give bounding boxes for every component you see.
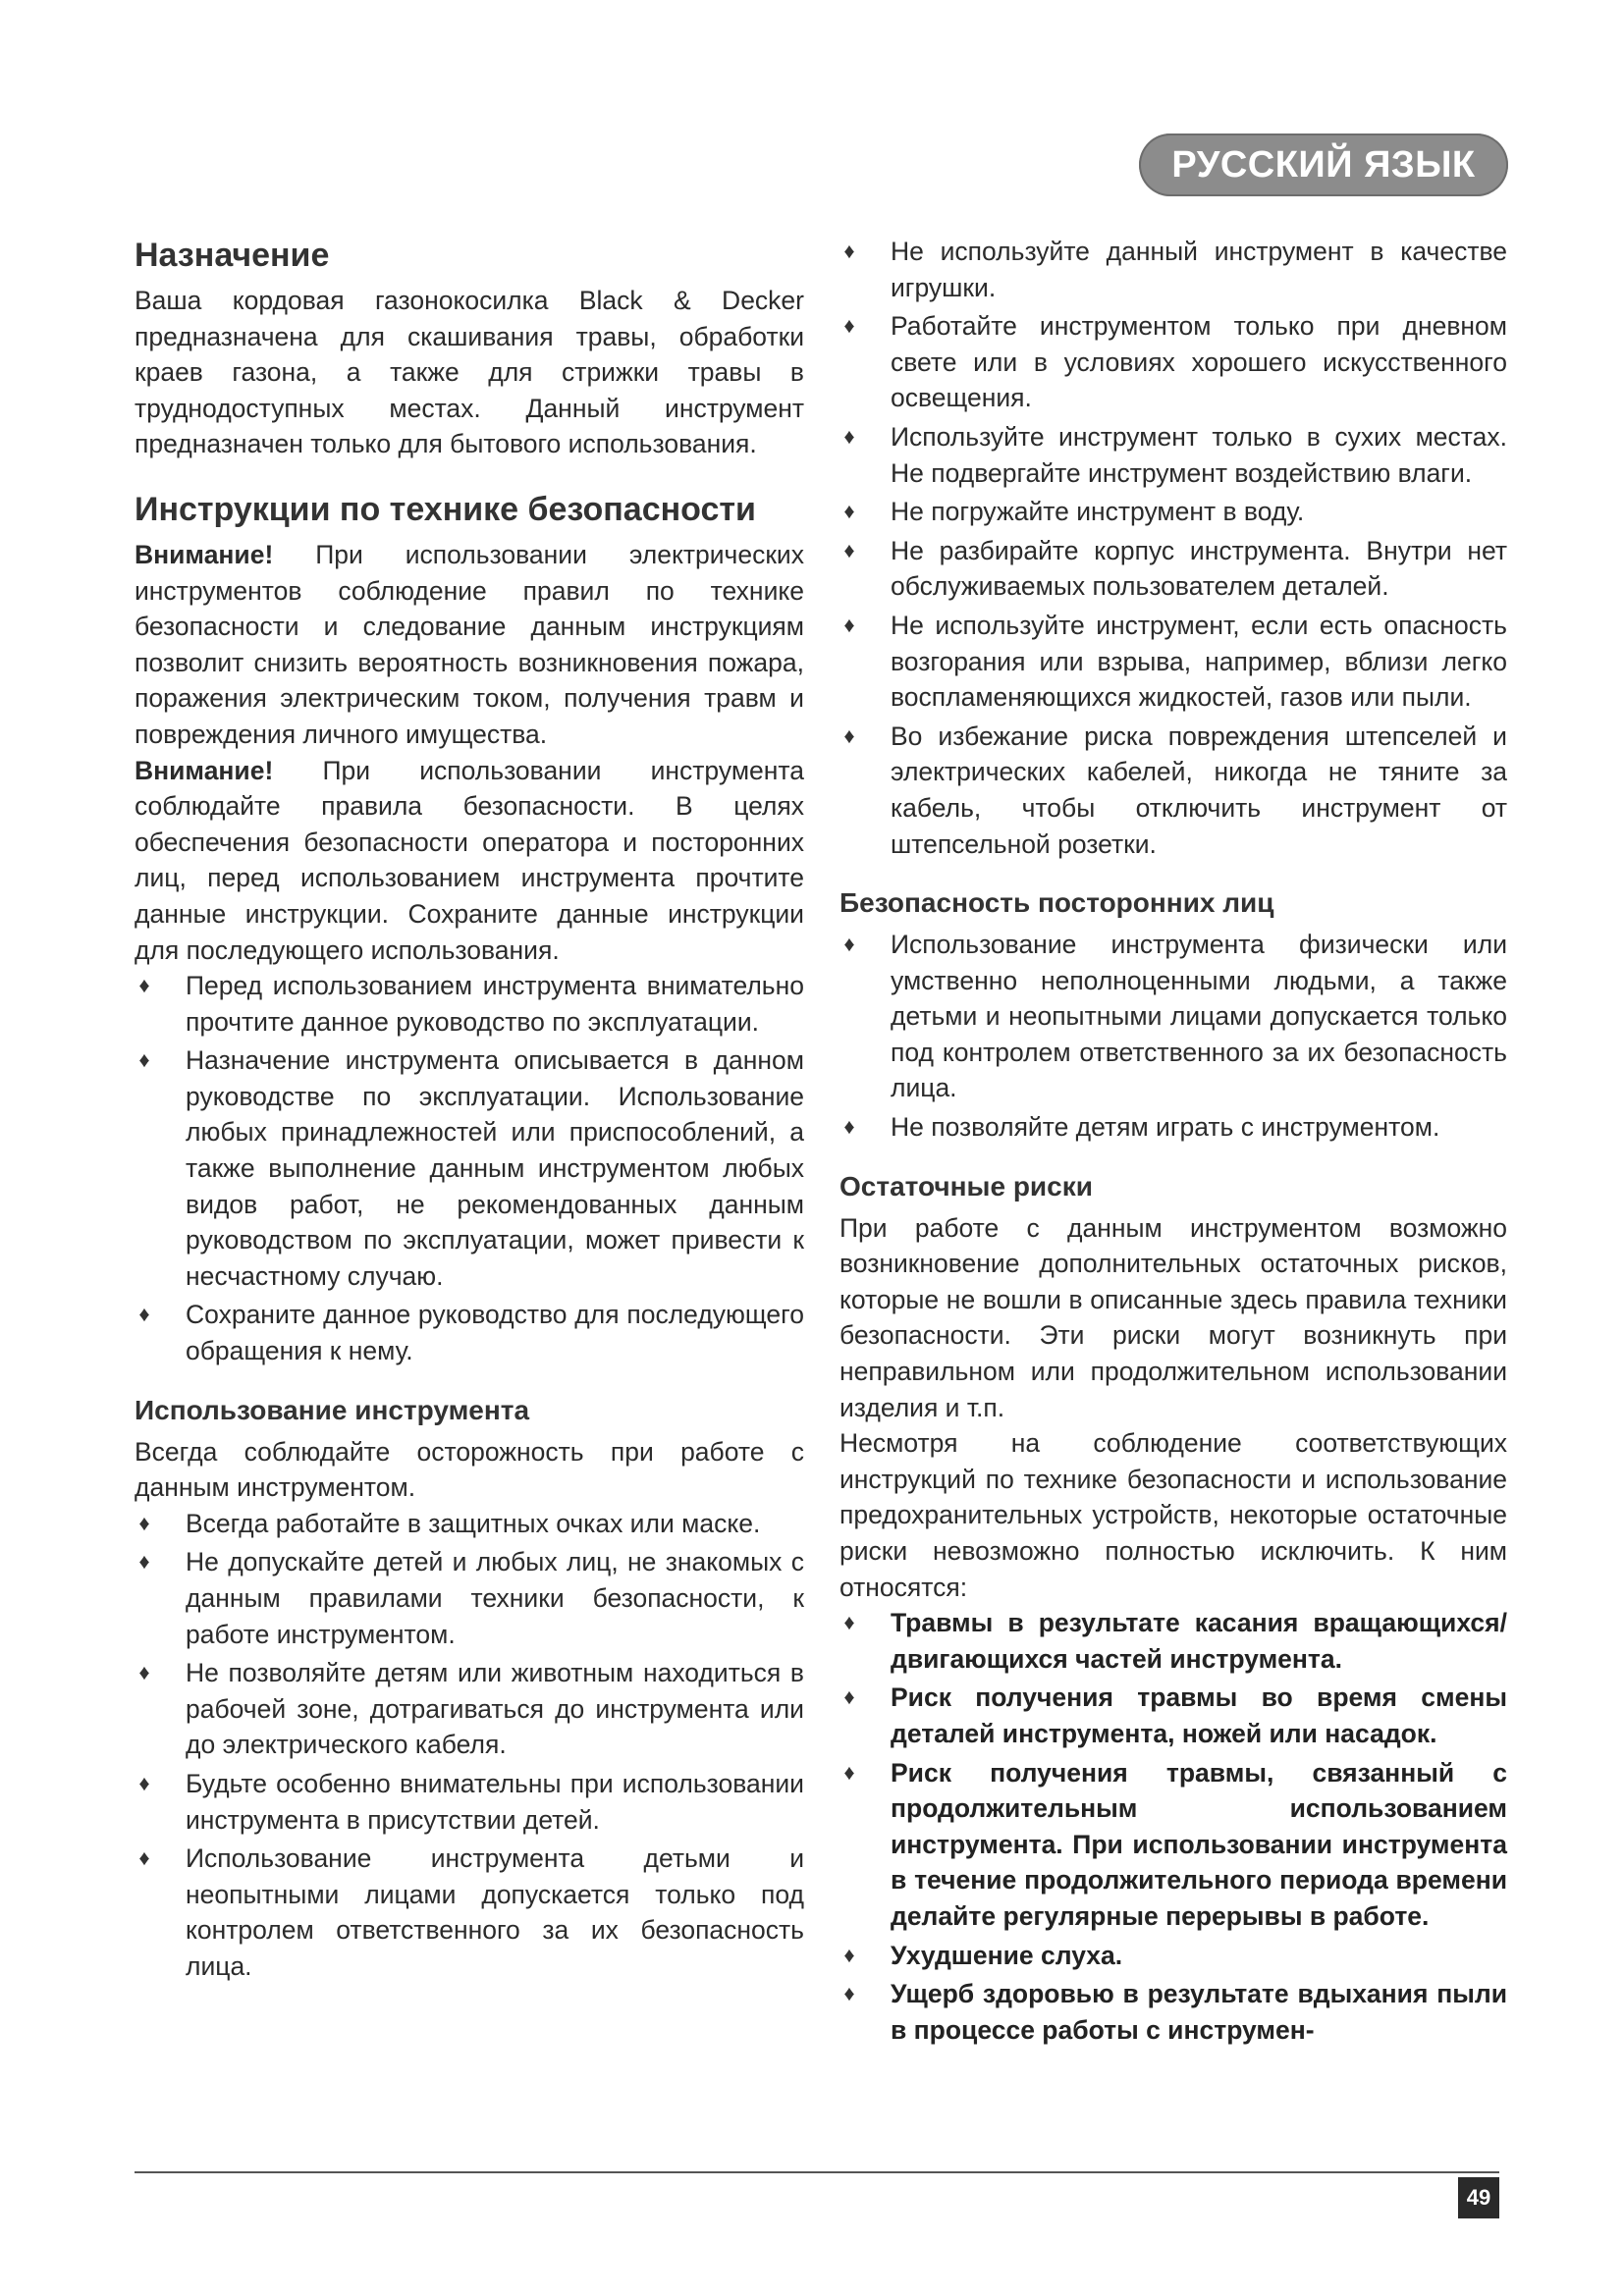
diamond-bullet-icon: ♦ xyxy=(843,612,855,637)
diamond-bullet-icon: ♦ xyxy=(843,537,855,562)
warning-label: Внимание! xyxy=(135,755,274,785)
diamond-bullet-icon: ♦ xyxy=(843,1942,855,1967)
safety-title: Инструкции по технике безопасности xyxy=(135,490,756,528)
list-item: ♦ Используйте инструмент только в сухих местах. Не подвергайте инструмент воздействию влаги. xyxy=(839,419,1507,491)
diamond-bullet-icon: ♦ xyxy=(843,1114,855,1140)
list-item: ♦ Всегда работайте в защитных очках или маске. xyxy=(135,1506,804,1542)
diamond-bullet-icon: ♦ xyxy=(843,722,855,748)
usage-title: Использование инструмента xyxy=(135,1394,530,1425)
diamond-bullet-icon: ♦ xyxy=(138,1770,150,1795)
page-number: 49 xyxy=(1458,2177,1499,2218)
list-item: ♦ Не разбирайте корпус инструмента. Внутри нет обслуживаемых пользователем деталей. xyxy=(839,533,1507,605)
diamond-bullet-icon: ♦ xyxy=(843,1759,855,1785)
language-tab: РУССКИЙ ЯЗЫК xyxy=(1139,133,1508,196)
purpose-text: Ваша кордовая газонокосилка Black & Decker предназначена для скашивания травы, обработки краев газона, а также для стрижки травы в труднодоступных местах. Данный инструмент предназначен только для бытового использования. xyxy=(135,286,804,459)
list-item: ♦ Использование инструмента детьми и неопытными лицами допускается только под контролем ответственного за их безопасность лица. xyxy=(135,1841,804,1984)
list-item: ♦ Травмы в результате касания вращающихся/двигающихся частей инструмента. xyxy=(839,1605,1507,1677)
list-item: ♦ Ущерб здоровью в результате вдыхания пыли в процессе работы с инструмен- xyxy=(839,1976,1507,2048)
warning-paragraph-2 xyxy=(135,753,804,969)
footer-divider xyxy=(135,2171,1499,2173)
usage-bullet-list xyxy=(135,1506,804,1985)
warning-label: Внимание! xyxy=(135,539,274,569)
list-item: ♦ Будьте особенно внимательны при использовании инструмента в присутствии детей. xyxy=(135,1766,804,1838)
diamond-bullet-icon: ♦ xyxy=(843,1684,855,1710)
diamond-bullet-icon: ♦ xyxy=(138,1047,150,1073)
usage-text: Всегда соблюдайте осторожность при работе с данным инструментом. xyxy=(135,1436,804,1503)
residual-text-1: При работе с данным инструментом возможно возникновение дополнительных остаточных рисков, которые не вошли в описанные здесь правила техники безопасности. Эти риски могут возникнуть при неправильном или продолжительном использовании изделия и т.п. xyxy=(839,1212,1507,1422)
left-column xyxy=(135,234,804,1988)
list-item: ♦ Перед использованием инструмента внимательно прочтите данное руководство по эксплуатации. xyxy=(135,968,804,1040)
list-item: ♦ Использование инструмента физически или умственно неполноценными людьми, а также детьми и неопытными лицами допускается только под контролем ответственного за их безопасность лица. xyxy=(839,927,1507,1106)
list-item: ♦ Не позволяйте детям или животным находиться в рабочей зоне, дотрагиваться до инструмента или до электрического кабеля. xyxy=(135,1655,804,1763)
diamond-bullet-icon: ♦ xyxy=(138,1302,150,1327)
list-item: ♦ Риск получения травмы, связанный с продолжительным использованием инструмента. При использовании инструмента в течение продолжительного периода времени делайте регулярные перерывы в работе. xyxy=(839,1755,1507,1935)
diamond-bullet-icon: ♦ xyxy=(138,1510,150,1535)
diamond-bullet-icon: ♦ xyxy=(138,973,150,998)
list-item: ♦ Не используйте инструмент, если есть опасность возгорания или взрыва, например, вблизи легко воспламеняющихся жидкостей, газов или пыли. xyxy=(839,608,1507,716)
diamond-bullet-icon: ♦ xyxy=(138,1845,150,1871)
diamond-bullet-icon: ♦ xyxy=(843,313,855,339)
diamond-bullet-icon: ♦ xyxy=(843,499,855,524)
residual-title: Остаточные риски xyxy=(839,1170,1093,1201)
purpose-title: Назначение xyxy=(135,237,330,274)
diamond-bullet-icon: ♦ xyxy=(138,1549,150,1575)
bystander-bullet-list xyxy=(839,927,1507,1146)
residual-text-2: Несмотря на соблюдение соответствующих инструкций по технике безопасности и использование предохранительных устройств, некоторые остаточные риски невозможно полностью исключить. К ним относятся: xyxy=(839,1428,1507,1602)
list-item: ♦ Не позволяйте детям играть с инструментом. xyxy=(839,1109,1507,1146)
warning-text: При использовании инструмента соблюдайте правила безопасности. В целях обеспечения безопасности оператора и посторонних лиц, перед использованием инструмента прочтите данные инструкции. Сохраните данные инструкции для последующего использования. xyxy=(135,755,804,965)
list-item: ♦ Ухудшение слуха. xyxy=(839,1938,1507,1974)
list-item: ♦ Во избежание риска повреждения штепселей и электрических кабелей, никогда не тяните за кабель, чтобы отключить инструмент от штепсельной розетки. xyxy=(839,719,1507,862)
list-item: ♦ Риск получения травмы во время смены деталей инструмента, ножей или насадок. xyxy=(839,1680,1507,1751)
warning-paragraph-1 xyxy=(135,537,804,753)
safety-bullet-list xyxy=(135,968,804,1369)
diamond-bullet-icon: ♦ xyxy=(843,239,855,263)
diamond-bullet-icon: ♦ xyxy=(843,1981,855,2006)
list-item: ♦ Назначение инструмента описывается в данном руководстве по эксплуатации. Использование любых принадлежностей или приспособлений, а также выполнение данным инструментом любых видов работ, не рекомендованных данным руководством по эксплуатации, может привести к несчастному случаю. xyxy=(135,1042,804,1294)
usage-bullet-list-continued xyxy=(839,234,1507,862)
bystander-title: Безопасность посторонних лиц xyxy=(839,887,1274,919)
residual-bullet-list xyxy=(839,1605,1507,2048)
diamond-bullet-icon: ♦ xyxy=(843,1610,855,1635)
right-column xyxy=(839,234,1507,2051)
list-item: ♦ Не используйте данный инструмент в качестве игрушки. xyxy=(839,234,1507,305)
list-item: ♦ Не допускайте детей и любых лиц, не знакомых с данным правилами техники безопасности, к работе инструментом. xyxy=(135,1544,804,1652)
diamond-bullet-icon: ♦ xyxy=(843,932,855,957)
diamond-bullet-icon: ♦ xyxy=(843,423,855,449)
list-item: ♦ Не погружайте инструмент в воду. xyxy=(839,494,1507,530)
warning-text: При использовании электрических инструментов соблюдение правил по технике безопасности и следование данным инструкциям позволит снизить вероятность возникновения пожара, поражения электрическим током, получения травм и повреждения личного имущества. xyxy=(135,539,804,749)
list-item: ♦ Работайте инструментом только при дневном свете или в условиях хорошего искусственного освещения. xyxy=(839,308,1507,416)
list-item: ♦ Сохраните данное руководство для последующего обращения к нему. xyxy=(135,1297,804,1368)
diamond-bullet-icon: ♦ xyxy=(138,1660,150,1685)
